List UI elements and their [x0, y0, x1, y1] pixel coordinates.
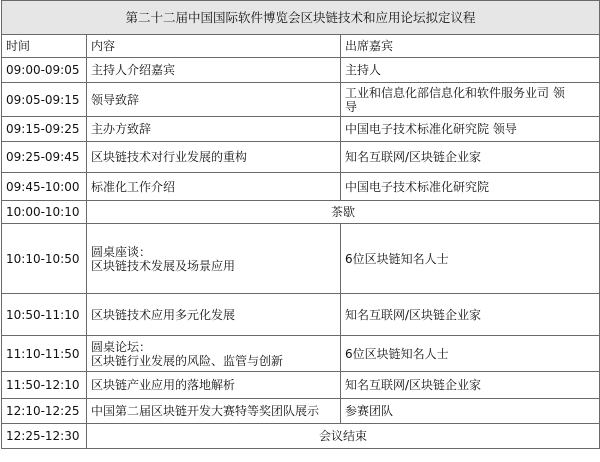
row-time: 09:15-09:25: [2, 117, 87, 142]
row-content-line: 圆桌论坛：: [91, 339, 152, 354]
row-time: 10:00-10:10: [2, 201, 87, 224]
row-time: 10:50-11:10: [2, 294, 87, 336]
row-content: 主持人介绍嘉宾: [87, 58, 341, 83]
row-content: 主办方致辞: [87, 117, 341, 142]
row-guest: 知名互联网/区块链企业家: [341, 372, 600, 399]
agenda-table: [1, 0, 600, 449]
row-content: 中国第二届区块链开发大赛特等奖团队展示: [87, 399, 341, 424]
row-content-line: 区块链行业发展的风险、监管与创新: [91, 353, 284, 368]
agenda-row: [2, 173, 600, 201]
row-guest: 知名互联网/区块链企业家: [341, 142, 600, 173]
agenda-row: [2, 201, 600, 224]
header-content: 内容: [87, 35, 341, 58]
header-row: [2, 35, 600, 58]
agenda-row: [2, 117, 600, 142]
row-content: 区块链技术对行业发展的重构: [87, 142, 341, 173]
row-guest: 主持人: [341, 58, 600, 83]
row-time: 12:25-12:30: [2, 424, 87, 449]
agenda-row: [2, 294, 600, 336]
row-time: 09:05-09:15: [2, 83, 87, 117]
agenda-title: 第二十二届中国国际软件博览会区块链技术和应用论坛拟定议程: [2, 1, 600, 35]
row-content: [87, 224, 341, 294]
row-time: 12:10-12:25: [2, 399, 87, 424]
row-guest: 6位区块链知名人士: [341, 336, 600, 372]
agenda-row: [2, 399, 600, 424]
agenda-row: [2, 372, 600, 399]
row-content: 区块链技术应用多元化发展: [87, 294, 341, 336]
row-guest: 中国电子技术标准化研究院: [341, 173, 600, 201]
row-content: [87, 336, 341, 372]
row-guest: 6位区块链知名人士: [341, 224, 600, 294]
row-guest: 参赛团队: [341, 399, 600, 424]
header-time: 时间: [2, 35, 87, 58]
row-merged: 会议结束: [87, 424, 600, 449]
title-row: [2, 1, 600, 35]
agenda-row: [2, 224, 600, 294]
row-time: 09:00-09:05: [2, 58, 87, 83]
row-time: 10:10-10:50: [2, 224, 87, 294]
row-guest: 知名互联网/区块链企业家: [341, 294, 600, 336]
row-merged: 茶歇: [87, 201, 600, 224]
row-guest-line: 工业和信息化部信息化和软件服务业司 领: [345, 85, 565, 100]
agenda-row: [2, 58, 600, 83]
row-guest: 中国电子技术标准化研究院 领导: [341, 117, 600, 142]
row-content: 标准化工作介绍: [87, 173, 341, 201]
header-guest: 出席嘉宾: [341, 35, 600, 58]
agenda-row: [2, 424, 600, 449]
row-content: 区块链产业应用的落地解析: [87, 372, 341, 399]
agenda-row: [2, 83, 600, 117]
row-time: 09:25-09:45: [2, 142, 87, 173]
row-time: 09:45-10:00: [2, 173, 87, 201]
row-guest-line: 导: [345, 99, 358, 114]
row-time: 11:10-11:50: [2, 336, 87, 372]
agenda-row: [2, 142, 600, 173]
row-guest: [341, 83, 600, 117]
agenda-row: [2, 336, 600, 372]
row-content-line: 区块链技术发展及场景应用: [91, 258, 236, 273]
row-time: 11:50-12:10: [2, 372, 87, 399]
row-content-line: 圆桌座谈：: [91, 244, 152, 259]
row-content: 领导致辞: [87, 83, 341, 117]
